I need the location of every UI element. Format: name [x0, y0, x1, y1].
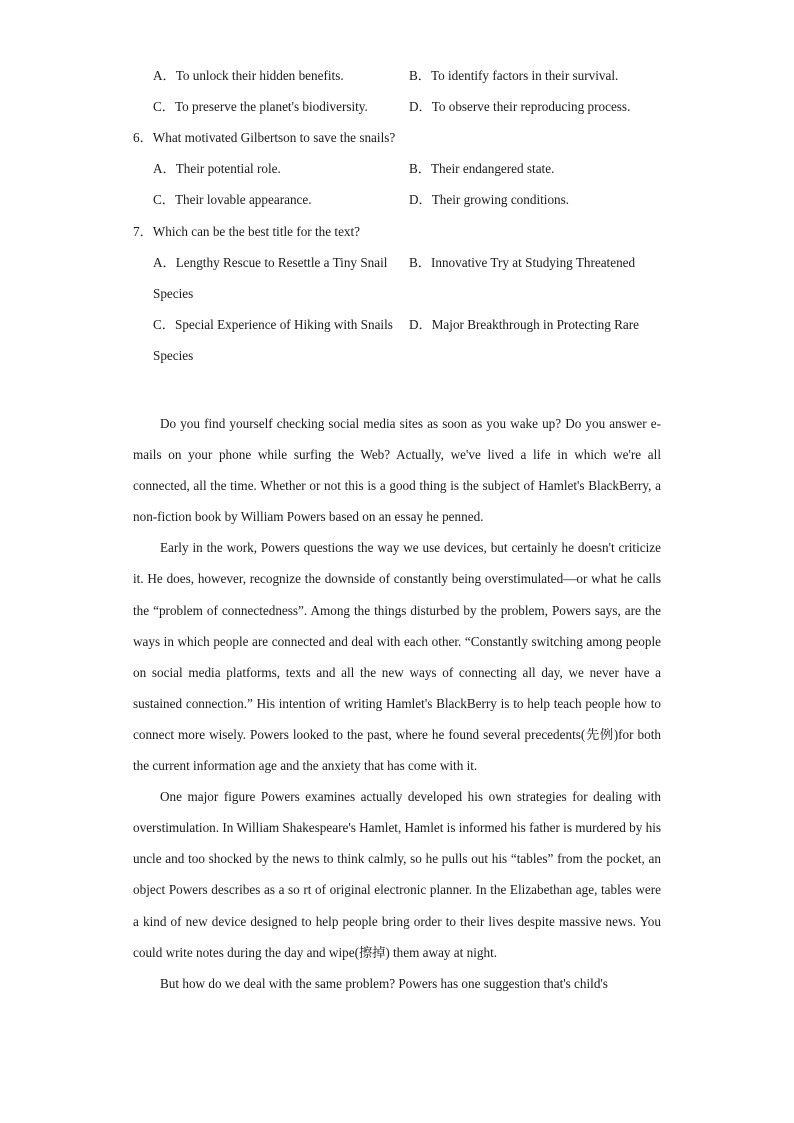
q7-option-d[interactable]: D．Major Breakthrough in Protecting Rare — [409, 317, 639, 332]
q6-option-a[interactable]: A．Their potential role. — [153, 161, 281, 176]
q6-options-row-1 — [0, 159, 794, 179]
q5-options-row-1 — [0, 66, 794, 86]
q6-options-row-2 — [0, 190, 794, 210]
q7-option-d-cont: Species — [153, 348, 194, 363]
q7-option-b-cont: Species — [153, 286, 194, 301]
q5-option-c[interactable]: C．To preserve the planet's biodiversity. — [153, 99, 368, 114]
reading-passage — [133, 408, 661, 999]
q7-stem: 7．Which can be the best title for the text? — [133, 224, 361, 239]
q5-options-row-2 — [0, 97, 794, 117]
passage-paragraph-1: Do you find yourself checking social media sites as soon as you wake up? Do you answer e-mails on your phone while surfing the Web? Actually, we've lived a life in which we're all connected, all the time. Whether or not this is a good thing is the subject of Hamlet's BlackBerry, a non-fiction book by William Powers based on an essay he penned. — [133, 416, 661, 525]
q7-option-b-continuation — [0, 284, 794, 304]
q6-option-b[interactable]: B．Their endangered state. — [409, 161, 555, 176]
q7-option-b[interactable]: B．Innovative Try at Studying Threatened — [409, 255, 636, 270]
q7-option-d-continuation — [0, 346, 794, 366]
q7-options-row-2 — [0, 315, 794, 335]
q5-option-b[interactable]: B．To identify factors in their survival. — [409, 68, 619, 83]
passage-paragraph-4: But how do we deal with the same problem? Powers has one suggestion that's child's — [160, 975, 608, 991]
q7-option-c[interactable]: C．Special Experience of Hiking with Snails — [153, 317, 393, 332]
q6-option-d[interactable]: D．Their growing conditions. — [409, 192, 570, 207]
q7-option-a[interactable]: A．Lengthy Rescue to Resettle a Tiny Snail — [153, 255, 388, 270]
passage-paragraph-2: Early in the work, Powers questions the way we use devices, but certainly he doesn't criticize it. He does, however, recognize the downside of constantly being overstimulated—or what he calls the “problem of connectedness”. Among the things disturbed by the problem, Powers says, are the ways in which people are connected and deal with each other. “Constantly switching among people on social media platforms, texts and all the new ways of connecting all day, we never have a sustained connection.” His intention of writing Hamlet's BlackBerry is to help teach people how to connect more wisely. Powers looked to the past, where he found several precedents(先例)for both the current information age and the anxiety that has come with it. — [133, 540, 661, 774]
q6-stem: 6．What motivated Gilbertson to save the snails? — [133, 130, 396, 145]
q7-options-row-1 — [0, 253, 794, 273]
q5-option-d[interactable]: D．To observe their reproducing process. — [409, 99, 631, 114]
q5-option-a[interactable]: A．To unlock their hidden benefits. — [153, 68, 344, 83]
q6-option-c[interactable]: C．Their lovable appearance. — [153, 192, 312, 207]
passage-paragraph-3: One major figure Powers examines actually developed his own strategies for dealing with overstimulation. In William Shakespeare's Hamlet, Hamlet is informed his father is murdered by his uncle and too shocked by the news to think calmly, so he pulls out his “tables” from the pocket, an object Powers describes as a so rt of original electronic planner. In the Elizabethan age, tables were a kind of new device designed to help people bring order to their lives despite massive news. You could write notes during the day and wipe(擦掉) them away at night. — [133, 789, 661, 960]
